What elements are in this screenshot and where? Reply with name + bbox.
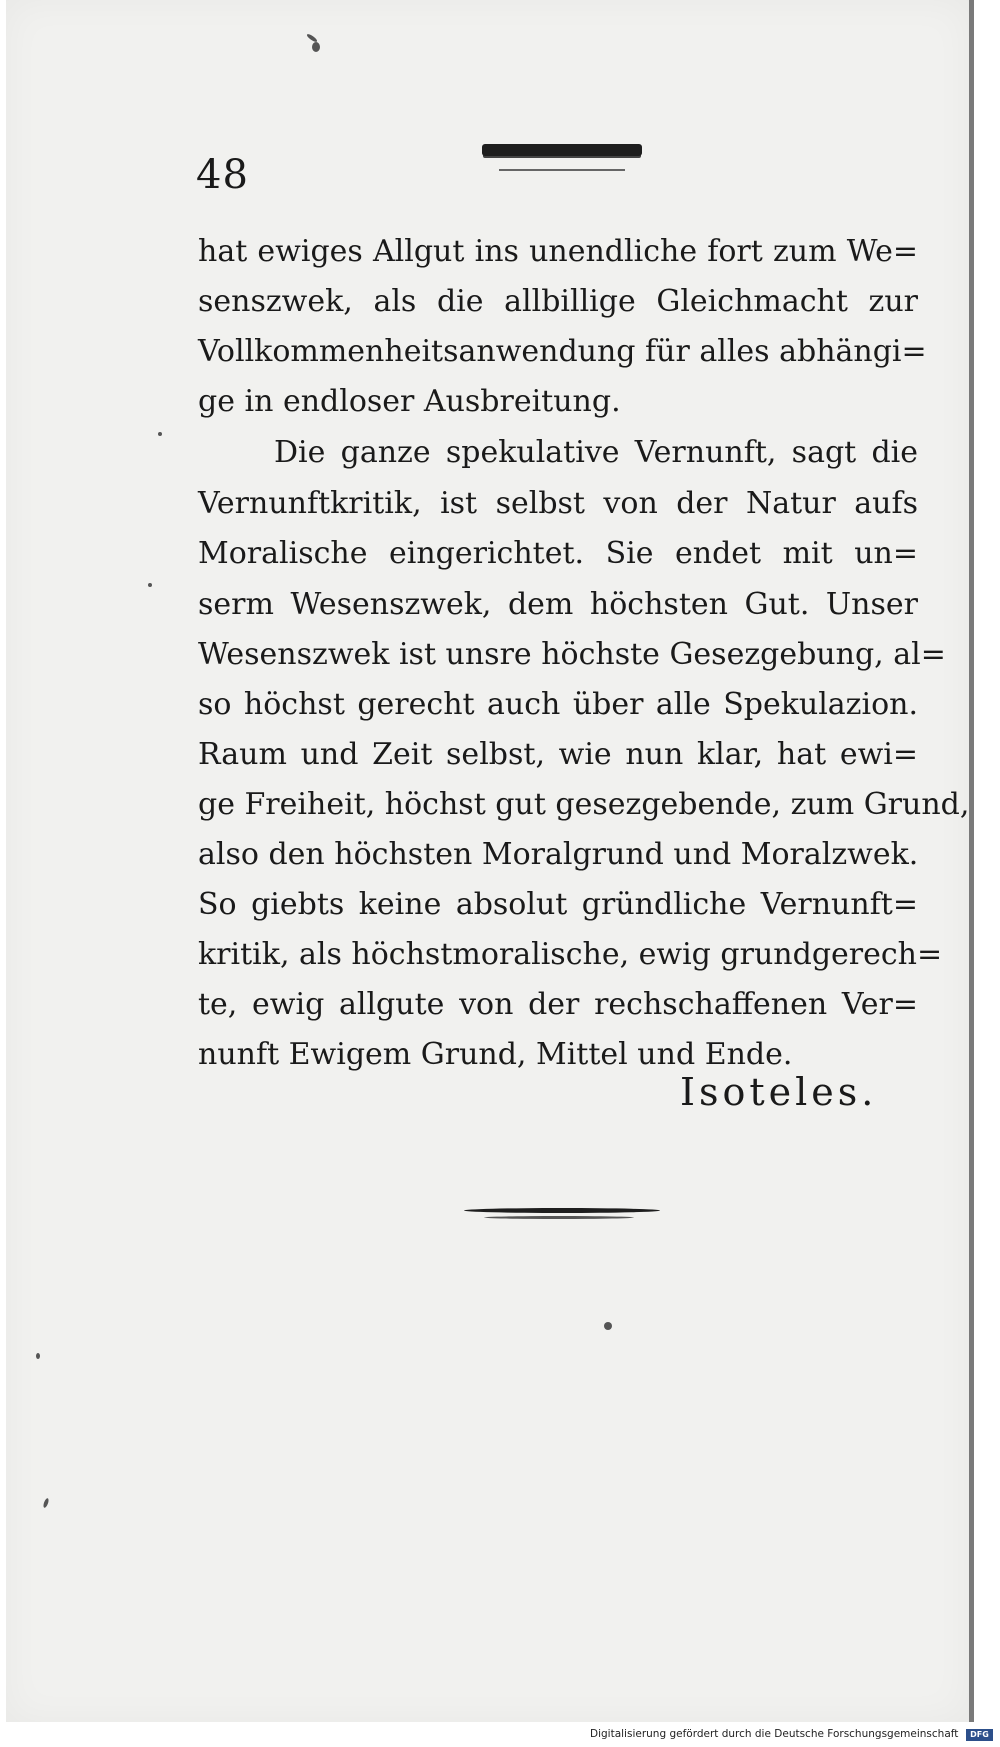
- text-line: So giebts keine absolut gründliche Vernunft=: [198, 887, 918, 922]
- text-line: so höchst gerecht auch über alle Spekulazion.: [198, 687, 918, 722]
- ink-speck: [36, 1353, 40, 1359]
- page-number: 48: [196, 152, 249, 198]
- book-page: [6, 0, 969, 1722]
- ink-speck: [604, 1322, 612, 1330]
- text-line: ge in endloser Ausbreitung.: [198, 384, 621, 419]
- text-line: te, ewig allgute von der rechschaffenen Ver=: [198, 987, 918, 1022]
- text-line: Wesenszwek ist unsre höchste Gesezgebung, al=: [198, 637, 946, 672]
- text-line: Vernunftkritik, ist selbst von der Natur aufs: [198, 486, 918, 521]
- text-line: Die ganze spekulative Vernunft, sagt die: [274, 435, 918, 470]
- text-line: also den höchsten Moralgrund und Moralzwek.: [198, 837, 919, 872]
- text-line: Vollkommenheitsanwendung für alles abhängi=: [198, 334, 927, 369]
- digitization-credit: Digitalisierung gefördert durch die Deutsche Forschungsgemeinschaft: [590, 1728, 959, 1740]
- text-line: Raum und Zeit selbst, wie nun klar, hat ewi=: [198, 737, 918, 772]
- text-line: senszwek, als die allbillige Gleichmacht zur: [198, 284, 918, 319]
- dfg-logo-icon: DFG: [966, 1729, 993, 1741]
- footer-ornament-rule: [464, 1208, 660, 1213]
- header-ornament-underline: [499, 169, 625, 171]
- text-line: kritik, als höchstmoralische, ewig grundgerech=: [198, 937, 943, 972]
- text-line: hat ewiges Allgut ins unendliche fort zum We=: [198, 234, 918, 269]
- ink-speck: [148, 583, 152, 587]
- header-ornament-rule: [482, 144, 642, 156]
- text-line: serm Wesenszwek, dem höchsten Gut. Unser: [198, 587, 918, 622]
- footer-ornament-underline: [484, 1216, 634, 1219]
- page-edge-shadow: [969, 0, 974, 1722]
- ink-speck: [312, 42, 320, 52]
- ink-speck: [158, 432, 162, 436]
- text-line: ge Freiheit, höchst gut gesezgebende, zum Grund,: [198, 787, 970, 822]
- text-line: Moralische eingerichtet. Sie endet mit un=: [198, 536, 918, 571]
- ink-speck: [42, 1498, 49, 1509]
- text-line: nunft Ewigem Grund, Mittel und Ende.: [198, 1037, 793, 1072]
- author-signature: Isoteles.: [680, 1070, 878, 1114]
